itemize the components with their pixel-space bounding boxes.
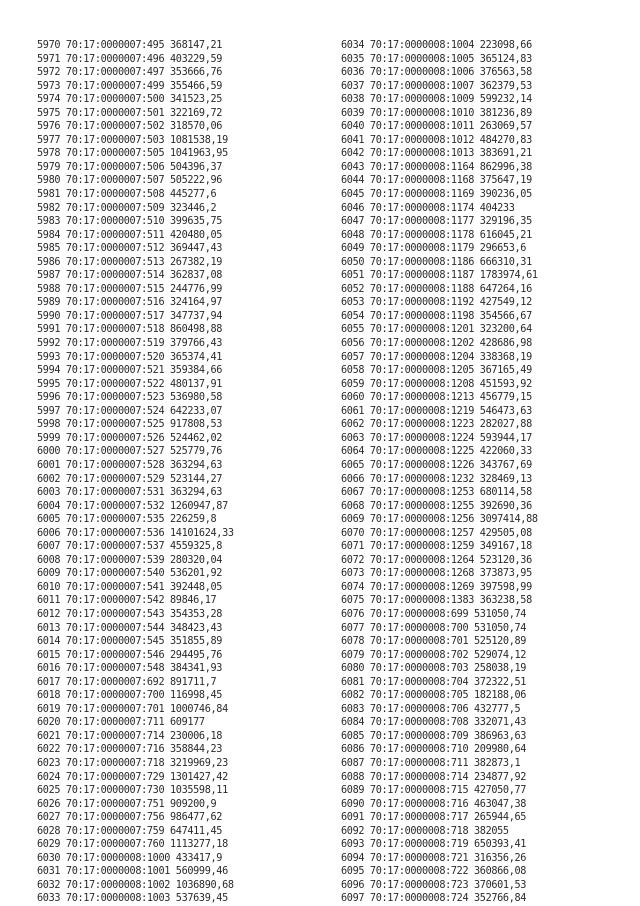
left-column bbox=[37, 39, 234, 906]
table-row: 6051 70:17:0000008:1187 1783974,61 bbox=[341, 270, 538, 282]
table-row: 6034 70:17:0000008:1004 223098,66 bbox=[341, 40, 532, 51]
table-row: 5978 70:17:0000007:505 1041963,95 bbox=[37, 148, 228, 160]
table-row: 6032 70:17:0000008:1002 1036890,68 bbox=[37, 879, 234, 891]
table-row: 5975 70:17:0000007:501 322169,72 bbox=[37, 107, 223, 119]
table-row: 5989 70:17:0000007:516 324164,97 bbox=[37, 297, 223, 309]
table-row: 5994 70:17:0000007:521 359384,66 bbox=[37, 365, 223, 377]
table-row: 6008 70:17:0000007:539 280320,04 bbox=[37, 554, 223, 566]
table-row: 6054 70:17:0000008:1198 354566,67 bbox=[341, 310, 532, 322]
table-row: 6013 70:17:0000007:544 348423,43 bbox=[37, 622, 223, 634]
table-row: 6021 70:17:0000007:714 230006,18 bbox=[37, 730, 223, 742]
table-row: 5995 70:17:0000007:522 480137,91 bbox=[37, 378, 223, 390]
table-row: 5979 70:17:0000007:506 504396,37 bbox=[37, 161, 223, 173]
table-row: 5972 70:17:0000007:497 353666,76 bbox=[37, 67, 223, 79]
table-row: 6097 70:17:0000008:724 352766,84 bbox=[341, 893, 527, 905]
table-row: 6047 70:17:0000008:1177 329196,35 bbox=[341, 216, 532, 228]
table-row: 6035 70:17:0000008:1005 365124,83 bbox=[341, 53, 532, 65]
table-row: 6078 70:17:0000008:701 525120,89 bbox=[341, 636, 527, 648]
table-row: 6076 70:17:0000008:699 531050,74 bbox=[341, 608, 527, 620]
table-row: 6089 70:17:0000008:715 427050,77 bbox=[341, 785, 527, 797]
table-row: 5971 70:17:0000007:496 403229,59 bbox=[37, 53, 223, 65]
table-row: 6006 70:17:0000007:536 14101624,33 bbox=[37, 527, 234, 539]
table-row: 6020 70:17:0000007:711 609177 bbox=[37, 717, 205, 729]
table-row: 5997 70:17:0000007:524 642233,07 bbox=[37, 405, 223, 417]
table-row: 6095 70:17:0000008:722 360866,08 bbox=[341, 866, 527, 878]
table-row: 6014 70:17:0000007:545 351855,89 bbox=[37, 636, 223, 648]
table-row: 6074 70:17:0000008:1269 397598,99 bbox=[341, 581, 532, 593]
table-row: 6060 70:17:0000008:1213 456779,15 bbox=[341, 392, 532, 404]
table-row: 6024 70:17:0000007:729 1301427,42 bbox=[37, 771, 228, 783]
table-row: 6071 70:17:0000008:1259 349167,18 bbox=[341, 541, 532, 553]
table-row: 6012 70:17:0000007:543 354353,28 bbox=[37, 608, 223, 620]
table-row: 6058 70:17:0000008:1205 367165,49 bbox=[341, 365, 532, 377]
table-row: 6053 70:17:0000008:1192 427549,12 bbox=[341, 297, 532, 309]
table-row: 6038 70:17:0000008:1009 599232,14 bbox=[341, 94, 532, 106]
table-row: 6073 70:17:0000008:1268 373873,95 bbox=[341, 568, 532, 580]
table-row: 6082 70:17:0000008:705 182188,06 bbox=[341, 690, 527, 702]
table-row: 5999 70:17:0000007:526 524462,02 bbox=[37, 432, 223, 444]
table-row: 6019 70:17:0000007:701 1000746,84 bbox=[37, 703, 228, 715]
table-row: 6018 70:17:0000007:700 116998,45 bbox=[37, 690, 223, 702]
table-row: 6056 70:17:0000008:1202 428686,98 bbox=[341, 338, 532, 350]
table-row: 6030 70:17:0000008:1000 433417,9 bbox=[37, 852, 223, 864]
table-row: 6043 70:17:0000008:1164 862996,38 bbox=[341, 161, 532, 173]
table-row: 6033 70:17:0000008:1003 537639,45 bbox=[37, 893, 228, 905]
table-row: 5970 70:17:0000007:495 368147,21 bbox=[37, 40, 223, 51]
table-row: 6068 70:17:0000008:1255 392690,36 bbox=[341, 500, 532, 512]
table-row: 5996 70:17:0000007:523 536980,58 bbox=[37, 392, 223, 404]
table-row: 5987 70:17:0000007:514 362837,08 bbox=[37, 270, 223, 282]
table-row: 6010 70:17:0000007:541 392448,05 bbox=[37, 581, 223, 593]
table-row: 6086 70:17:0000008:710 209980,64 bbox=[341, 744, 527, 756]
table-row: 5980 70:17:0000007:507 505222,96 bbox=[37, 175, 223, 187]
table-row: 6037 70:17:0000008:1007 362379,53 bbox=[341, 80, 532, 92]
table-row: 5981 70:17:0000007:508 445277,6 bbox=[37, 189, 217, 201]
table-row: 6062 70:17:0000008:1223 282027,88 bbox=[341, 419, 532, 431]
table-row: 6059 70:17:0000008:1208 451593,92 bbox=[341, 378, 532, 390]
table-row: 6093 70:17:0000008:719 650393,41 bbox=[341, 839, 527, 851]
table-row: 6052 70:17:0000008:1188 647264,16 bbox=[341, 283, 532, 295]
table-row: 6065 70:17:0000008:1226 343767,69 bbox=[341, 459, 532, 471]
table-row: 5974 70:17:0000007:500 341523,25 bbox=[37, 94, 223, 106]
table-row: 6026 70:17:0000007:751 909200,9 bbox=[37, 798, 217, 810]
table-row: 6000 70:17:0000007:527 525779,76 bbox=[37, 446, 223, 458]
table-row: 6066 70:17:0000008:1232 328469,13 bbox=[341, 473, 532, 485]
table-row: 6003 70:17:0000007:531 363294,63 bbox=[37, 487, 223, 499]
table-row: 5982 70:17:0000007:509 323446,2 bbox=[37, 202, 217, 214]
table-row: 6017 70:17:0000007:692 891711,7 bbox=[37, 676, 217, 688]
table-row: 6039 70:17:0000008:1010 381236,89 bbox=[341, 107, 532, 119]
table-row: 6083 70:17:0000008:706 432777,5 bbox=[341, 703, 521, 715]
table-row: 5990 70:17:0000007:517 347737,94 bbox=[37, 310, 223, 322]
table-row: 6050 70:17:0000008:1186 666310,31 bbox=[341, 256, 532, 268]
table-row: 6080 70:17:0000008:703 258038,19 bbox=[341, 663, 527, 675]
table-row: 6044 70:17:0000008:1168 375647,19 bbox=[341, 175, 532, 187]
table-row: 6057 70:17:0000008:1204 338368,19 bbox=[341, 351, 532, 363]
table-row: 6031 70:17:0000008:1001 560999,46 bbox=[37, 866, 228, 878]
table-row: 5992 70:17:0000007:519 379766,43 bbox=[37, 338, 223, 350]
table-row: 5998 70:17:0000007:525 917808,53 bbox=[37, 419, 223, 431]
table-row: 5983 70:17:0000007:510 399635,75 bbox=[37, 216, 223, 228]
table-row: 6091 70:17:0000008:717 265944,65 bbox=[341, 812, 527, 824]
table-row: 6075 70:17:0000008:1383 363238,58 bbox=[341, 595, 532, 607]
table-row: 6045 70:17:0000008:1169 390236,05 bbox=[341, 189, 532, 201]
table-row: 6096 70:17:0000008:723 370601,53 bbox=[341, 879, 527, 891]
table-row: 6022 70:17:0000007:716 358844,23 bbox=[37, 744, 223, 756]
table-row: 6081 70:17:0000008:704 372322,51 bbox=[341, 676, 527, 688]
table-row: 6016 70:17:0000007:548 384341,93 bbox=[37, 663, 223, 675]
table-row: 6036 70:17:0000008:1006 376563,58 bbox=[341, 67, 532, 79]
table-row: 6023 70:17:0000007:718 3219969,23 bbox=[37, 757, 228, 769]
table-row: 6090 70:17:0000008:716 463047,38 bbox=[341, 798, 527, 810]
table-row: 6085 70:17:0000008:709 386963,63 bbox=[341, 730, 527, 742]
table-row: 6040 70:17:0000008:1011 263069,57 bbox=[341, 121, 532, 133]
table-row: 6087 70:17:0000008:711 382873,1 bbox=[341, 757, 521, 769]
table-row: 5986 70:17:0000007:513 267382,19 bbox=[37, 256, 223, 268]
table-row: 6049 70:17:0000008:1179 296653,6 bbox=[341, 243, 527, 255]
table-row: 6088 70:17:0000008:714 234877,92 bbox=[341, 771, 527, 783]
table-row: 6046 70:17:0000008:1174 404233 bbox=[341, 202, 515, 214]
table-row: 6070 70:17:0000008:1257 429505,08 bbox=[341, 527, 532, 539]
table-row: 6077 70:17:0000008:700 531050,74 bbox=[341, 622, 527, 634]
table-row: 5976 70:17:0000007:502 318570,06 bbox=[37, 121, 223, 133]
table-row: 6048 70:17:0000008:1178 616045,21 bbox=[341, 229, 532, 241]
table-row: 6069 70:17:0000008:1256 3097414,88 bbox=[341, 514, 538, 526]
table-row: 6029 70:17:0000007:760 1113277,18 bbox=[37, 839, 228, 851]
table-row: 6009 70:17:0000007:540 536201,92 bbox=[37, 568, 223, 580]
table-row: 6001 70:17:0000007:528 363294,63 bbox=[37, 459, 223, 471]
right-column bbox=[341, 39, 538, 906]
table-row: 5984 70:17:0000007:511 420480,05 bbox=[37, 229, 223, 241]
table-row: 6042 70:17:0000008:1013 383691,21 bbox=[341, 148, 532, 160]
table-row: 5988 70:17:0000007:515 244776,99 bbox=[37, 283, 223, 295]
table-row: 6015 70:17:0000007:546 294495,76 bbox=[37, 649, 223, 661]
table-row: 6002 70:17:0000007:529 523144,27 bbox=[37, 473, 223, 485]
table-row: 5985 70:17:0000007:512 369447,43 bbox=[37, 243, 223, 255]
table-row: 6004 70:17:0000007:532 1260947,87 bbox=[37, 500, 228, 512]
table-row: 6061 70:17:0000008:1219 546473,63 bbox=[341, 405, 532, 417]
table-row: 6067 70:17:0000008:1253 680114,58 bbox=[341, 487, 532, 499]
table-row: 5991 70:17:0000007:518 860498,88 bbox=[37, 324, 223, 336]
table-row: 6011 70:17:0000007:542 89846,17 bbox=[37, 595, 217, 607]
table-row: 5977 70:17:0000007:503 1081538,19 bbox=[37, 134, 228, 146]
table-row: 6041 70:17:0000008:1012 484270,83 bbox=[341, 134, 532, 146]
table-row: 6005 70:17:0000007:535 226259,8 bbox=[37, 514, 217, 526]
table-row: 6055 70:17:0000008:1201 323200,64 bbox=[341, 324, 532, 336]
table-row: 6025 70:17:0000007:730 1035598,11 bbox=[37, 785, 228, 797]
table-row: 6064 70:17:0000008:1225 422060,33 bbox=[341, 446, 532, 458]
table-row: 6028 70:17:0000007:759 647411,45 bbox=[37, 825, 223, 837]
table-row: 6094 70:17:0000008:721 316356,26 bbox=[341, 852, 527, 864]
table-row: 6072 70:17:0000008:1264 523120,36 bbox=[341, 554, 532, 566]
table-row: 5973 70:17:0000007:499 355466,59 bbox=[37, 80, 223, 92]
table-row: 6063 70:17:0000008:1224 593944,17 bbox=[341, 432, 532, 444]
table-row: 6084 70:17:0000008:708 332071,43 bbox=[341, 717, 527, 729]
table-row: 6007 70:17:0000007:537 4559325,8 bbox=[37, 541, 223, 553]
table-row: 6079 70:17:0000008:702 529074,12 bbox=[341, 649, 527, 661]
table-row: 6027 70:17:0000007:756 986477,62 bbox=[37, 812, 223, 824]
table-row: 5993 70:17:0000007:520 365374,41 bbox=[37, 351, 223, 363]
table-row: 6092 70:17:0000008:718 382055 bbox=[341, 825, 509, 837]
